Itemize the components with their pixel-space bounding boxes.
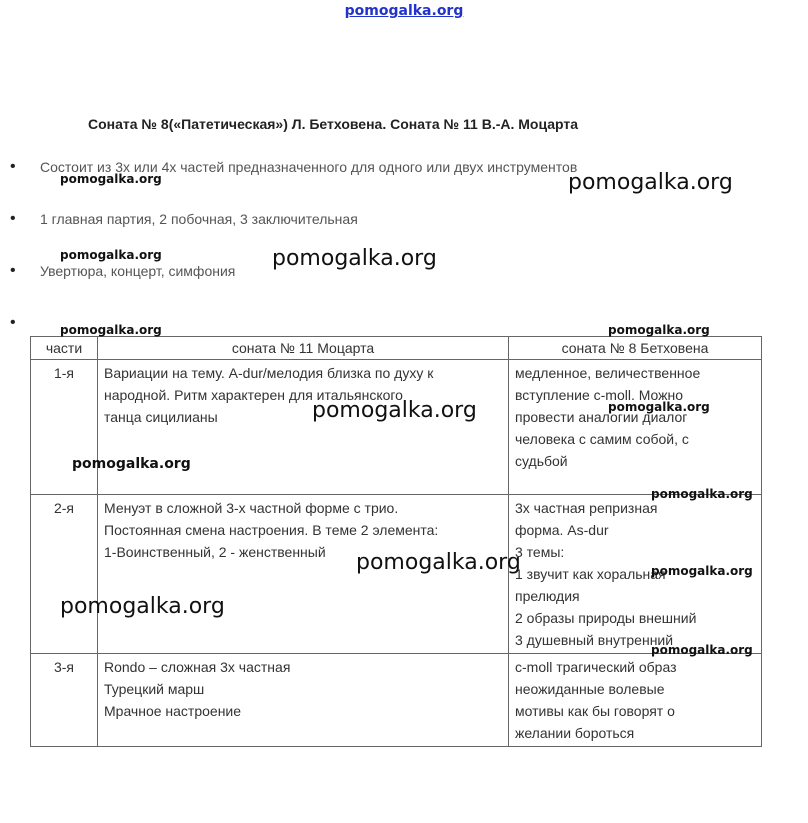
site-link[interactable]: pomogalka.org xyxy=(344,3,464,19)
part-cell: 2-я xyxy=(31,495,98,654)
table-header-row xyxy=(31,337,762,360)
document-title: Соната № 8(«Патетическая») Л. Бетховена. Соната № 11 В.-А. Моцарта xyxy=(88,116,579,132)
part-cell: 1-я xyxy=(31,360,98,495)
cell-line: Мрачное настроение xyxy=(104,703,242,719)
cell-line: форма. As-dur xyxy=(515,522,609,538)
cell-line: c-moll трагический образ xyxy=(515,659,677,675)
cell-line: народной. Ритм характерен для итальянского xyxy=(104,387,403,403)
watermark: pomogalka.org xyxy=(60,248,162,262)
mozart-cell xyxy=(98,654,509,747)
cell-line: Постоянная смена настроения. В теме 2 элемента: xyxy=(104,522,439,538)
watermark: pomogalka.org xyxy=(651,487,753,501)
cell-line: мотивы как бы говорят о xyxy=(515,703,675,719)
cell-line: 1 звучит как хоральная xyxy=(515,566,666,582)
watermark: pomogalka.org xyxy=(72,456,191,472)
cell-line: провести аналогии диалог xyxy=(515,409,688,425)
table-row xyxy=(31,654,762,747)
watermark: pomogalka.org xyxy=(608,323,710,337)
cell-line: 2 образы природы внешний xyxy=(515,610,697,626)
cell-line: 1-Воинственный, 2 - женственный xyxy=(104,544,326,560)
cell-line: желании бороться xyxy=(515,725,635,741)
bullet-text: Состоит из 3х или 4х частей предназначенного для одного или двух инструментов xyxy=(40,159,578,175)
watermark: pomogalka.org xyxy=(651,643,753,657)
cell-line: танца сицилианы xyxy=(104,409,218,425)
cell-line: прелюдия xyxy=(515,588,580,604)
mozart-cell xyxy=(98,360,509,495)
header-mozart: соната № 11 Моцарта xyxy=(98,337,509,360)
header-beethoven: соната № 8 Бетховена xyxy=(509,337,762,360)
cell-line: вступление с-moll. Можно xyxy=(515,387,684,403)
bullet-text: Увертюра, концерт, симфония xyxy=(40,263,236,279)
header-parts: части xyxy=(31,337,98,360)
part-cell: 3-я xyxy=(31,654,98,747)
watermark: pomogalka.org xyxy=(608,400,710,414)
watermark: pomogalka.org xyxy=(568,170,733,195)
cell-line: Турецкий марш xyxy=(104,681,205,697)
watermark: pomogalka.org xyxy=(60,172,162,186)
watermark: pomogalka.org xyxy=(60,594,225,619)
cell-line: судьбой xyxy=(515,453,568,469)
cell-line: человека с самим собой, с xyxy=(515,431,689,447)
cell-line: 3х частная репризная xyxy=(515,500,658,516)
watermark: pomogalka.org xyxy=(272,246,437,271)
cell-line: медленное, величественное xyxy=(515,365,701,381)
watermark: pomogalka.org xyxy=(356,550,521,575)
watermark: pomogalka.org xyxy=(60,323,162,337)
beethoven-cell xyxy=(509,360,762,495)
watermark: pomogalka.org xyxy=(651,564,753,578)
table-row xyxy=(31,360,762,495)
cell-line: Вариации на тему. A-dur/мелодия близка по духу к xyxy=(104,365,434,381)
watermark: pomogalka.org xyxy=(312,398,477,423)
cell-line: 3 душевный внутренний xyxy=(515,632,674,648)
cell-line: неожиданные волевые xyxy=(515,681,665,697)
cell-line: Rondo – сложная 3х частная xyxy=(104,659,291,675)
cell-line: Менуэт в сложной 3-х частной форме с трио. xyxy=(104,500,399,516)
cell-line: 3 темы: xyxy=(515,544,565,560)
bullet-text: 1 главная партия, 2 побочная, 3 заключительная xyxy=(40,211,358,227)
beethoven-cell xyxy=(509,654,762,747)
